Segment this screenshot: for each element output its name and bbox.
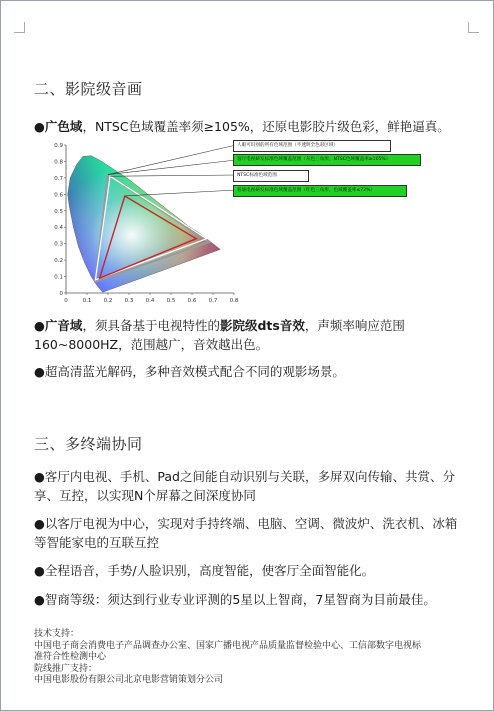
gamut-paragraph [34,117,464,136]
x-tick-label: 0.4 [145,298,155,304]
footer-credits [34,629,474,687]
multiscreen-item-4 [34,590,464,609]
bluray-paragraph [34,362,464,381]
color-gamut-chart [56,140,442,306]
audio-text-a: ，须具备基于电视特性的 [82,318,220,333]
item-line1: 以客厅电视为中心，实现对手持终端、电脑、空调、微波炉、洗衣机、冰箱 [44,516,458,531]
crop-mark-right [468,22,479,33]
audio-paragraph [34,316,464,354]
bullet: ● [34,119,45,134]
x-tick-label: 0.3 [124,298,134,304]
section-heading-av: 二、影院级音画 [34,80,143,98]
bullet: ● [34,592,45,607]
item-line1: 客厅内电视、手机、Pad之间能自动识别与关联，多屏双向传输、共赏、分 [44,469,455,484]
y-tick-label: 0.3 [54,241,63,248]
item-line1: 全程语音，手势/人脸识别，高度智能，使客厅全面智能化。 [44,563,375,578]
y-tick-label: 0.4 [54,225,63,232]
bullet: ● [34,364,45,379]
tech-support-text-1: 中国电子商会消费电子产品调查办公室、国家广播电视产品质量监督检验中心、工信部数字电视标 [34,640,422,651]
x-tick-label: 0.7 [208,298,218,304]
audio-text-bold: 影院级dts音效 [219,318,305,333]
bluray-text: 超高清蓝光解码，多种音效模式配合不同的观影场景。 [44,364,345,379]
y-tick-label: 0.8 [54,159,63,166]
legend-leader-line [110,175,236,176]
multiscreen-item-3 [34,561,464,580]
item-line2: 享、互控，以实现N个屏幕之间深度协同 [34,488,256,503]
section-heading-multiscreen: 三、多终端协同 [34,435,143,453]
legend-visible-gamut: 人眼可识别的所有色域范围（半透明全色彩区域） [233,140,391,152]
legend-leader-line [108,160,236,175]
y-tick-label: 0.9 [54,143,63,149]
y-tick-label: 0.1 [54,274,63,281]
multiscreen-item-1 [34,467,464,505]
gamut-text: ，NTSC色域覆盖率须≥105%，还原电影胶片级色彩，鲜艳逼真。 [82,119,450,134]
bullet: ● [34,318,45,333]
audio-text-line2: 160~8000HZ，范围越广，音效越出色。 [34,337,269,352]
tech-support-label: 技术支持： [34,629,80,639]
promo-support-label: 院线推广支持： [34,663,98,674]
audio-label: 广音域 [44,318,83,333]
crop-mark-left [14,22,25,33]
x-tick-label: 0.1 [82,298,92,304]
y-tick-label: 0 [59,291,63,297]
bullet: ● [34,469,45,484]
x-tick-label: 0.5 [166,298,176,304]
item-line2: 等智能家电的互联互控 [34,535,160,550]
x-tick-label: 0.6 [187,298,197,304]
y-tick-label: 0.5 [54,208,63,215]
x-tick-label: 0.8 [229,298,239,304]
gamut-label: 广色域 [44,119,83,134]
x-tick-label: 0 [64,298,68,304]
y-tick-label: 0.2 [54,258,63,265]
legend-tv-gamut: 客厅电视研发标准色域覆盖范围（灰色三角形，NTSC色域覆盖率≥105%） [233,154,421,166]
legend-ntsc-gamut: NTSC标准色域范围 [233,170,309,182]
y-tick-label: 0.7 [54,175,63,182]
y-tick-label: 0.6 [54,192,63,199]
bullet: ● [34,563,45,578]
multiscreen-item-2 [34,514,464,552]
audio-text-b: ，声频率响应范围 [304,318,405,333]
x-tick-label: 0.2 [103,298,113,304]
item-line1: 智商等级：须达到行业专业评测的5星以上智商，7星智商为目前最佳。 [44,592,436,607]
bullet: ● [34,516,45,531]
legend-leader-line [108,145,236,175]
tech-support-text-2: 准符合性检测中心 [34,652,107,662]
legend-normal-gamut: 普通电视研发标准色域覆盖范围（红色三角形，色域覆盖率≤72%） [233,185,407,197]
promo-support-text: 中国电影股份有限公司北京电影营销策划分公司 [34,675,224,685]
